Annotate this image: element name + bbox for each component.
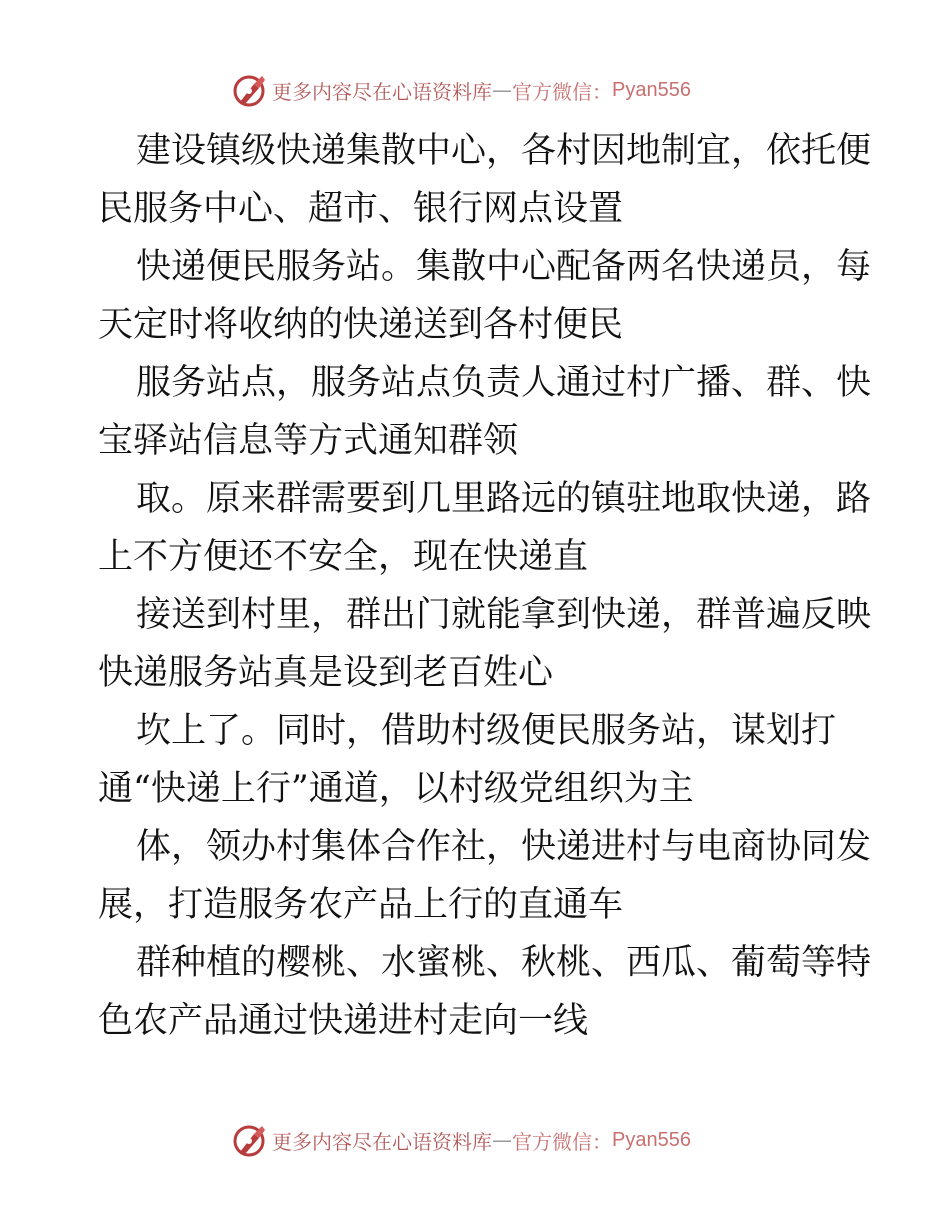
official-wechat-label: 官方微信： [512,79,612,104]
body-line: 民服务中心、超市、银行网点设置 [98,189,624,229]
banner-separator: — [492,78,512,102]
body-line: 建设镇级快递集散中心，各村因地制宜，依托便 [136,131,872,171]
document-body [98,122,872,1050]
banner-separator: — [492,1128,512,1152]
body-line: 快递服务站真是设到老百姓心 [98,653,554,693]
body-line: 取。原来群需要到几里路远的镇驻地取快递，路 [136,479,872,519]
wechat-id: Pyan556 [612,78,691,101]
header-banner [232,72,691,108]
body-line: 天定时将收纳的快递送到各村便民 [98,305,624,345]
body-line: 服务站点，服务站点负责人通过村广播、群、快 [136,363,872,403]
brand-text: 更多内容尽在心语资料库 [272,1129,492,1154]
body-line: 体，领办村集体合作社，快递进村与电商协同发 [136,827,872,867]
brand-text: 更多内容尽在心语资料库 [272,79,492,104]
body-line: 宝驿站信息等方式通知群领 [98,421,519,461]
body-line: 坎上了。同时，借助村级便民服务站，谋划打 [136,711,837,751]
pen-logo-icon [232,1122,268,1158]
body-line: 群种植的樱桃、水蜜桃、秋桃、西瓜、葡萄等特 [136,943,872,983]
wechat-id: Pyan556 [612,1128,691,1151]
body-line: 上不方便还不安全，现在快递直 [98,537,589,577]
body-line: 色农产品通过快递进村走向一线 [98,1001,589,1041]
body-line: 展，打造服务农产品上行的直通车 [98,885,624,925]
footer-banner [232,1122,691,1158]
body-line: 快递便民服务站。集散中心配备两名快递员，每 [136,247,872,287]
pen-logo-icon [232,72,268,108]
body-line: 通“快递上行”通道，以村级党组织为主 [98,769,694,809]
official-wechat-label: 官方微信： [512,1129,612,1154]
body-line: 接送到村里，群出门就能拿到快递，群普遍反映 [136,595,872,635]
